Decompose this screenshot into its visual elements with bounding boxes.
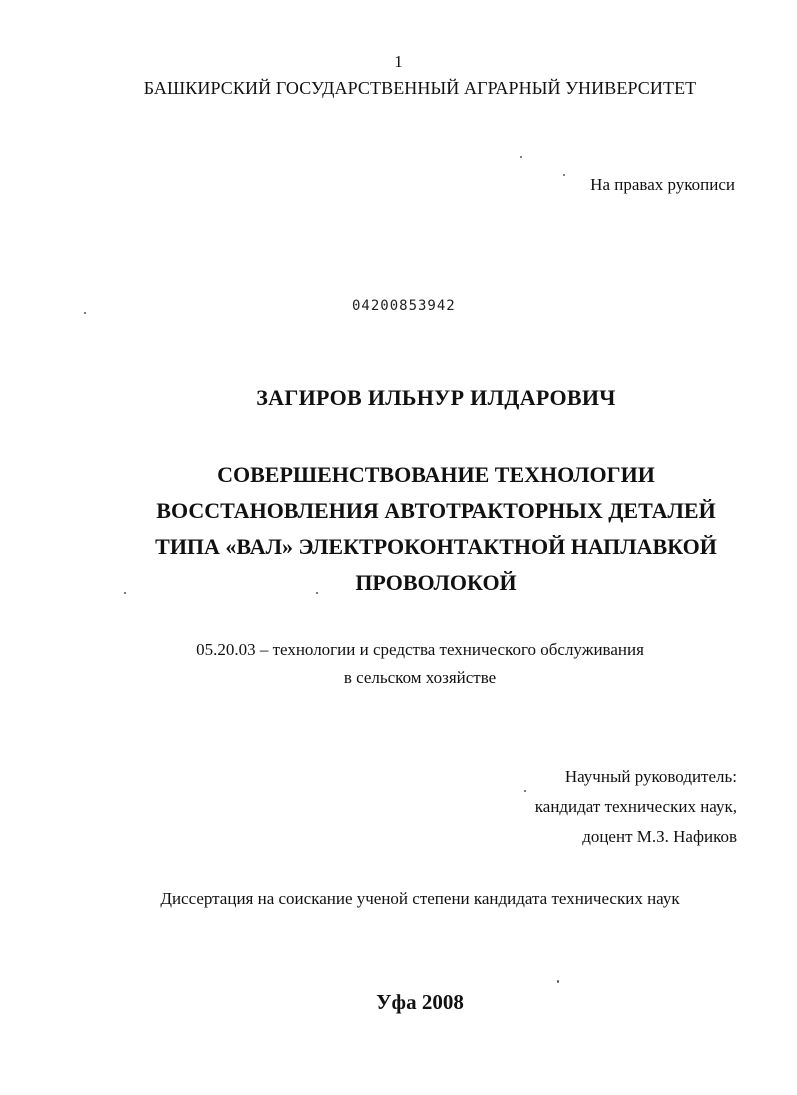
specialty-code	[0, 636, 797, 692]
scan-speck	[563, 174, 565, 176]
scan-speck	[520, 156, 522, 158]
manuscript-rights-note: На правах рукописи	[590, 175, 735, 194]
city-year: Уфа 2008	[376, 990, 464, 1014]
supervisor-line: доцент М.З. Нафиков	[582, 827, 737, 846]
scan-speck	[557, 980, 559, 983]
specialty-line: в сельском хозяйстве	[343, 668, 497, 687]
title-line: СОВЕРШЕНСТВОВАНИЕ ТЕХНОЛОГИИ	[217, 462, 655, 487]
scan-speck	[124, 592, 126, 594]
scientific-supervisor	[535, 762, 737, 852]
supervisor-line: Научный руководитель:	[564, 767, 737, 786]
dissertation-title	[0, 457, 797, 601]
author-name: ЗАГИРОВ ИЛЬНУР ИЛДАРОВИЧ	[256, 385, 616, 410]
scan-speck	[84, 312, 86, 314]
specialty-line: 05.20.03 – технологии и средства технического обслуживания	[196, 640, 644, 659]
scan-speck	[316, 592, 318, 594]
page-number: 1	[394, 52, 403, 71]
registration-number: 04200853942	[352, 298, 456, 314]
university-name: БАШКИРСКИЙ ГОСУДАРСТВЕННЫЙ АГРАРНЫЙ УНИВЕРСИТЕТ	[143, 78, 697, 98]
title-line: ВОССТАНОВЛЕНИЯ АВТОТРАКТОРНЫХ ДЕТАЛЕЙ	[156, 498, 716, 523]
title-line: ПРОВОЛОКОЙ	[355, 570, 517, 595]
scan-speck	[524, 790, 526, 792]
dissertation-degree-line: Диссертация на соискание ученой степени кандидата технических наук	[160, 889, 680, 908]
supervisor-line: кандидат технических наук,	[534, 797, 737, 816]
title-line: ТИПА «ВАЛ» ЭЛЕКТРОКОНТАКТНОЙ НАПЛАВКОЙ	[155, 534, 717, 559]
